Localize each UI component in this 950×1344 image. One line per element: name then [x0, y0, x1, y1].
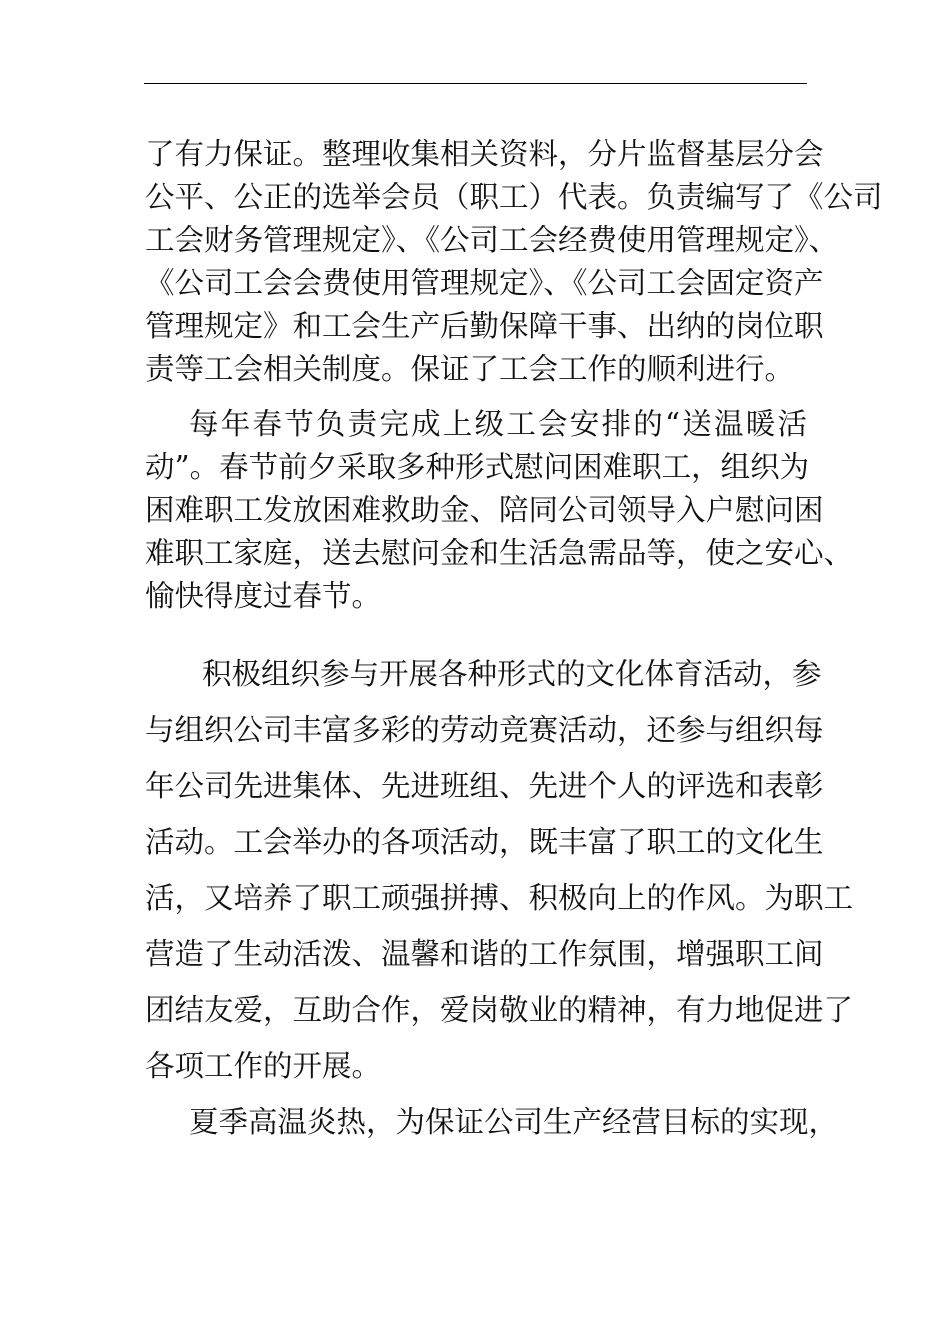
paragraph-3-line-4: 活动。工会举办的各项活动，既丰富了职工的文化生	[145, 825, 824, 859]
paragraph-3-line-3: 年公司先进集体、先进班组、先进个人的评选和表彰	[145, 769, 824, 803]
paragraph-1-line-1: 了有力保证。整理收集相关资料，分片监督基层分会	[145, 137, 824, 171]
paragraph-2-line-2: 动”。春节前夕采取多种形式慰问困难职工，组织为	[145, 450, 810, 484]
paragraph-3-line-6: 营造了生动活泼、温馨和谐的工作氛围，增强职工间	[145, 937, 824, 971]
paragraph-1-line-2: 公平、公正的选举会员（职工）代表。负责编写了《公司	[145, 180, 883, 214]
paragraph-1-line-4: 《公司工会会费使用管理规定》、《公司工会固定资产	[145, 266, 824, 300]
paragraph-3-line-1: 积极组织参与开展各种形式的文化体育活动，参	[202, 657, 822, 691]
paragraph-1-line-5: 管理规定》和工会生产后勤保障干事、出纳的岗位职	[145, 309, 824, 343]
paragraph-2-line-3: 困难职工发放困难救助金、陪同公司领导入户慰问困	[145, 493, 824, 527]
paragraph-3-line-2: 与组织公司丰富多彩的劳动竞赛活动，还参与组织每	[145, 713, 824, 747]
paragraph-3-line-5: 活，又培养了职工顽强拼搏、积极向上的作风。为职工	[145, 881, 854, 915]
paragraph-1-line-3: 工会财务管理规定》、《公司工会经费使用管理规定》、	[145, 223, 839, 257]
paragraph-3-line-8: 各项工作的开展。	[145, 1049, 382, 1083]
paragraph-2-line-4: 难职工家庭，送去慰问金和生活急需品等，使之安心、	[145, 536, 854, 570]
paragraph-2-line-1: 每年春节负责完成上级工会安排的“送温暖活	[189, 407, 807, 441]
paragraph-2-line-5: 愉快得度过春节。	[145, 579, 382, 613]
paragraph-3-line-7: 团结友爱，互助合作，爱岗敬业的精神，有力地促进了	[145, 993, 854, 1027]
paragraph-1-line-6: 责等工会相关制度。保证了工会工作的顺利进行。	[145, 352, 795, 386]
paragraph-4-line-1: 夏季高温炎热，为保证公司生产经营目标的实现，	[189, 1105, 839, 1139]
header-rule	[144, 83, 807, 84]
